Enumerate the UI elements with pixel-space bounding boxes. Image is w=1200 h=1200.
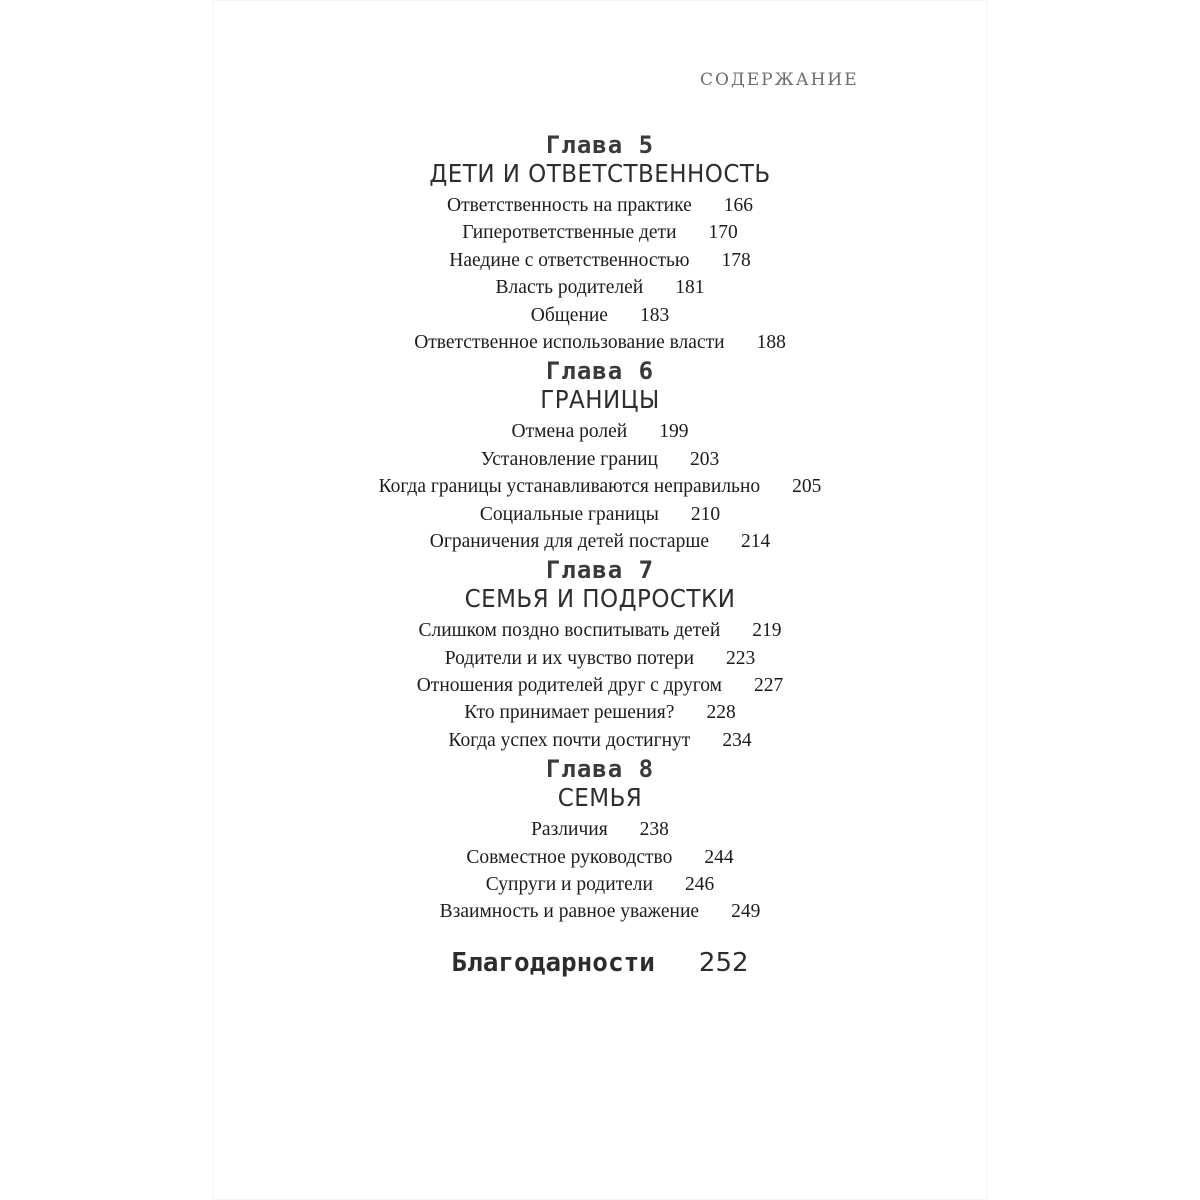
entry-title: Отношения родителей друг с другом: [416, 675, 723, 697]
chapter-label: Глава 7: [545, 556, 655, 585]
toc-entry: [0, 473, 1200, 500]
entry-title: Когда успех почти достигнут: [448, 729, 691, 751]
toc-entry: [0, 446, 1200, 473]
toc-entry: [0, 219, 1200, 246]
entry-page: 188: [756, 331, 786, 353]
entry-title: Власть родителей: [495, 277, 644, 299]
entry-page: 227: [754, 675, 784, 697]
entry-page: 166: [723, 195, 753, 216]
entry-page: 223: [726, 647, 756, 669]
entry-title: Наедине с ответственностью: [449, 249, 690, 271]
acknowledgements-page: 252: [698, 947, 749, 978]
entry-title: Социальные границы: [479, 503, 659, 525]
entry-title: Отмена ролей: [511, 421, 628, 443]
entry-title: Ответственное использование власти: [414, 331, 725, 353]
entry-title: Различия: [531, 819, 608, 841]
entry-page: 199: [659, 421, 689, 443]
entry-title: Ограничения для детей постарше: [429, 530, 709, 552]
entry-page: 170: [708, 222, 738, 244]
entry-title: Когда границы устанавливаются неправильно: [378, 476, 761, 498]
acknowledgements-entry: [0, 948, 1200, 978]
chapter-6: [0, 358, 1200, 555]
toc-entry: [0, 528, 1200, 555]
entry-title: Взаимность и равное уважение: [439, 901, 700, 923]
toc-entry: [0, 727, 1200, 754]
entry-page: 178: [721, 249, 751, 271]
toc-entry: [0, 247, 1200, 274]
entry-title: Ответственность на практике: [447, 195, 692, 216]
entry-page: 183: [639, 304, 670, 326]
toc-entry: [0, 699, 1200, 726]
entry-title: Супруги и родители: [485, 874, 653, 896]
entry-page: 181: [675, 277, 705, 299]
chapter-title: СЕМЬЯ: [557, 783, 643, 813]
toc-entry: [0, 418, 1200, 445]
toc-entry: [0, 645, 1200, 672]
entry-page: 228: [706, 702, 736, 724]
entry-page: 234: [722, 729, 752, 751]
toc-entry: [0, 672, 1200, 699]
toc-entry: [0, 898, 1200, 925]
entry-page: 214: [741, 530, 771, 552]
chapter-5: [0, 132, 1200, 356]
toc-entry: [0, 617, 1200, 644]
chapter-title: СЕМЬЯ И ПОДРОСТКИ: [464, 584, 736, 614]
toc-entry: [0, 302, 1200, 329]
entry-page: 210: [690, 503, 721, 525]
entry-page: 249: [731, 901, 761, 923]
entry-title: Совместное руководство: [466, 846, 673, 868]
chapter-8: [0, 756, 1200, 926]
entry-title: Родители и их чувство потери: [444, 647, 695, 669]
entry-page: 203: [689, 448, 720, 470]
toc-entry: [0, 274, 1200, 301]
entry-title: Кто принимает решения?: [464, 702, 675, 724]
chapter-label: Глава 8: [545, 755, 655, 784]
entry-title: Общение: [530, 304, 608, 326]
chapter-title: ГРАНИЦЫ: [540, 385, 660, 415]
chapter-title: ДЕТИ И ОТВЕТСТВЕННОСТЬ: [429, 159, 771, 188]
entry-page: 238: [639, 819, 669, 841]
entry-page: 205: [792, 476, 822, 498]
toc-entry: [0, 329, 1200, 356]
toc-entry: [0, 501, 1200, 528]
entry-page: 244: [704, 846, 734, 868]
toc-entry: [0, 816, 1200, 843]
toc-entry: [0, 871, 1200, 898]
running-head: СОДЕРЖАНИЕ: [700, 70, 859, 90]
entry-title: Гиперответственные дети: [462, 222, 677, 244]
chapter-7: [0, 557, 1200, 754]
entry-page: 246: [684, 874, 715, 896]
entry-title: Слишком поздно воспитывать детей: [418, 620, 721, 642]
entry-title: Установление границ: [480, 448, 658, 470]
chapter-label: Глава 6: [545, 357, 655, 386]
toc-entry: [0, 192, 1200, 219]
acknowledgements-title: Благодарности: [451, 947, 655, 978]
toc-entry: [0, 844, 1200, 871]
entry-page: 219: [752, 620, 782, 642]
chapter-label: Глава 5: [545, 131, 655, 159]
table-of-contents: [0, 132, 1200, 978]
